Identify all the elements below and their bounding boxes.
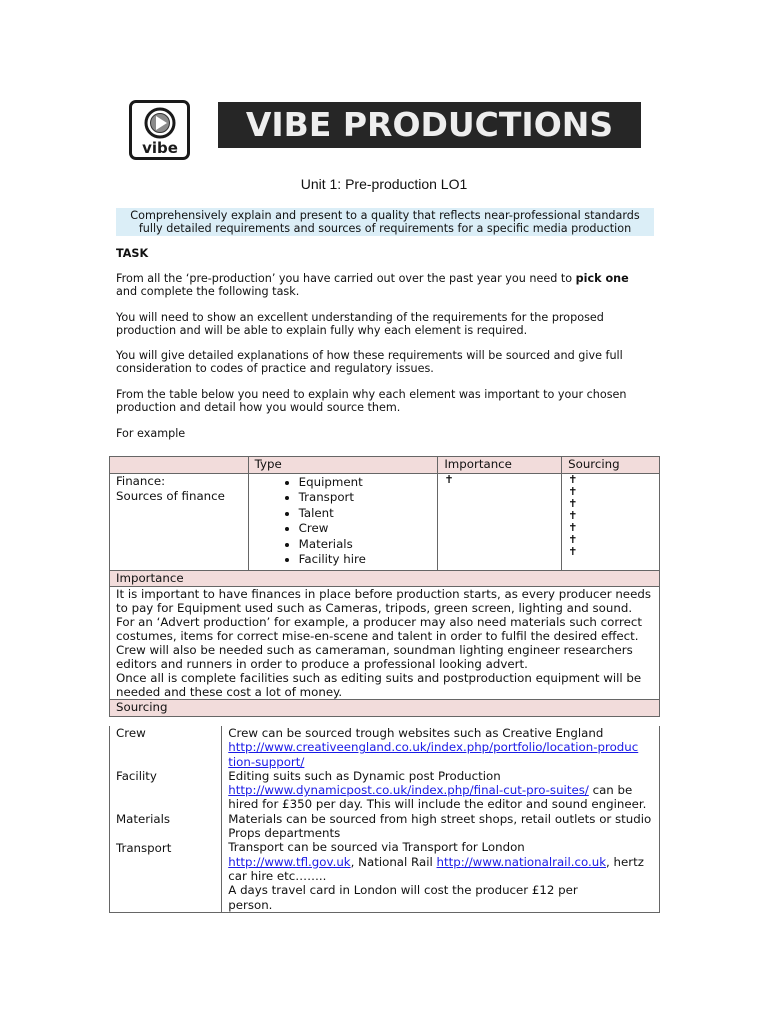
type-cell xyxy=(248,473,438,570)
finance-cell xyxy=(110,473,249,570)
objective-line-2: fully detailed requirements and sources of requirements for a specific media production xyxy=(138,222,632,235)
vibe-logo-icon xyxy=(132,103,187,157)
header-cell-empty xyxy=(110,457,249,474)
learning-objective xyxy=(116,208,654,236)
cross-icon: ✝ xyxy=(568,544,578,558)
importance-text: It is important to have finances in place before production starts, as every producer needs to pay for Equipment used such as Cameras, tripods, green screen, lighting and sound. For an ‘Advert production’ for example, a producer may also need materials such correct costumes, items for correct mise-en-scene and talent in order to fulfil the desired effect. Crew will also be needed such as cameraman, soundman lighting engineer researchers editors and runners in order to produce a professional looking advert. xyxy=(116,587,651,671)
crew-label: Crew xyxy=(116,726,146,740)
p1-before: From all the ‘pre-production’ you have carried out over the past year you need to xyxy=(116,272,576,285)
importance-header: Importance xyxy=(110,570,660,587)
importance-text-2: Once all is complete facilities such as editing suits and postproduction equipment will be needed and these cost a lot of money. xyxy=(116,671,642,699)
importance-cell xyxy=(110,587,660,700)
facility-detail xyxy=(228,783,653,812)
cross-icon: ✝ xyxy=(444,472,454,486)
unit-title: Unit 1: Pre-production LO1 xyxy=(300,176,468,192)
task-paragraph-1 xyxy=(116,272,656,298)
vibe-logo xyxy=(129,100,190,160)
list-item: • Facility hire xyxy=(299,552,438,568)
cross-icon: ✝ xyxy=(568,484,578,498)
national-rail-text: , National Rail xyxy=(350,854,437,869)
materials-text: Materials can be sourced from high street shops, retail outlets or studio Props departments xyxy=(228,811,652,841)
p1-bold: pick one xyxy=(575,272,629,285)
national-rail-link[interactable]: http://www.nationalrail.co.uk xyxy=(436,854,607,869)
importance-header-row xyxy=(110,570,660,587)
task-paragraph-5: For example xyxy=(116,427,186,440)
sourcing-check-cell xyxy=(562,473,660,570)
cross-icon: ✝ xyxy=(568,496,578,510)
task-heading: TASK xyxy=(116,247,149,260)
travelcard-text: A days travel card in London will cost the producer £12 per person. xyxy=(228,883,578,912)
importance-check-cell xyxy=(438,473,562,570)
task-paragraph-3: You will give detailed explanations of how these requirements will be sourced and give full consideration to codes of practice and regulatory issues. xyxy=(116,349,623,375)
objective-line-1: Comprehensively explain and present to a quality that reflects near-professional standards xyxy=(130,209,640,222)
facility-after-text: can be hired for £350 per day. This will include the editor and sound engineer. xyxy=(228,783,647,812)
company-banner: VIBE PRODUCTIONS xyxy=(218,102,641,148)
cross-icon: ✝ xyxy=(568,472,578,486)
list-item: • Materials xyxy=(299,537,438,553)
sourcing-details-cell xyxy=(222,726,660,912)
dynamic-post-link[interactable]: http://www.dynamicpost.co.uk/index.php/final-cut-pro-suites/ xyxy=(228,783,589,798)
type-list xyxy=(249,475,438,568)
importance-row xyxy=(110,587,660,700)
sourcing-header-row xyxy=(110,700,660,717)
crew-text: Crew can be sourced trough websites such as Creative England xyxy=(228,726,604,740)
sourcing-table xyxy=(109,726,660,913)
cross-icon: ✝ xyxy=(568,508,578,522)
finance-table xyxy=(109,456,660,717)
facility-label: Facility xyxy=(116,769,157,783)
transport-label: Transport xyxy=(116,841,172,855)
list-item: • Talent xyxy=(299,506,438,522)
header-cell-type: Type xyxy=(248,457,438,474)
sourcing-labels-cell xyxy=(110,726,222,912)
list-item: • Transport xyxy=(299,490,438,506)
task-paragraph-2: You will need to show an excellent understanding of the requirements for the proposed production and will be able to explain fully why each element is required. xyxy=(116,311,604,337)
task-paragraph-4: From the table below you need to explain why each element was important to your chosen production and detail how you would source them. xyxy=(116,388,627,414)
table-header-row xyxy=(110,457,660,474)
header-cell-importance: Importance xyxy=(438,457,562,474)
facility-text: Editing suits such as Dynamic post Production xyxy=(228,768,501,783)
materials-label: Materials xyxy=(116,812,171,826)
logo-text: vibe xyxy=(142,139,178,157)
finance-sub-label: Sources of finance xyxy=(116,489,225,503)
finance-row xyxy=(110,473,660,570)
sourcing-row xyxy=(110,726,660,912)
finance-label: Finance: xyxy=(116,473,166,488)
p1-after: and complete the following task. xyxy=(116,285,300,298)
transport-text: Transport can be sourced via Transport for London xyxy=(228,840,525,855)
cross-icon: ✝ xyxy=(568,532,578,546)
transport-links xyxy=(228,855,653,884)
sourcing-header: Sourcing xyxy=(110,700,660,717)
creative-england-link[interactable]: http://www.creativeengland.co.uk/index.php/portfolio/location-production-support/ xyxy=(228,740,639,769)
header-cell-sourcing: Sourcing xyxy=(562,457,660,474)
list-item: • Equipment xyxy=(299,475,438,491)
transport-after-text: , hertz car hire etc…….. xyxy=(228,854,644,883)
cross-icon: ✝ xyxy=(568,520,578,534)
list-item: • Crew xyxy=(299,521,438,537)
tfl-link[interactable]: http://www.tfl.gov.uk xyxy=(228,854,351,869)
